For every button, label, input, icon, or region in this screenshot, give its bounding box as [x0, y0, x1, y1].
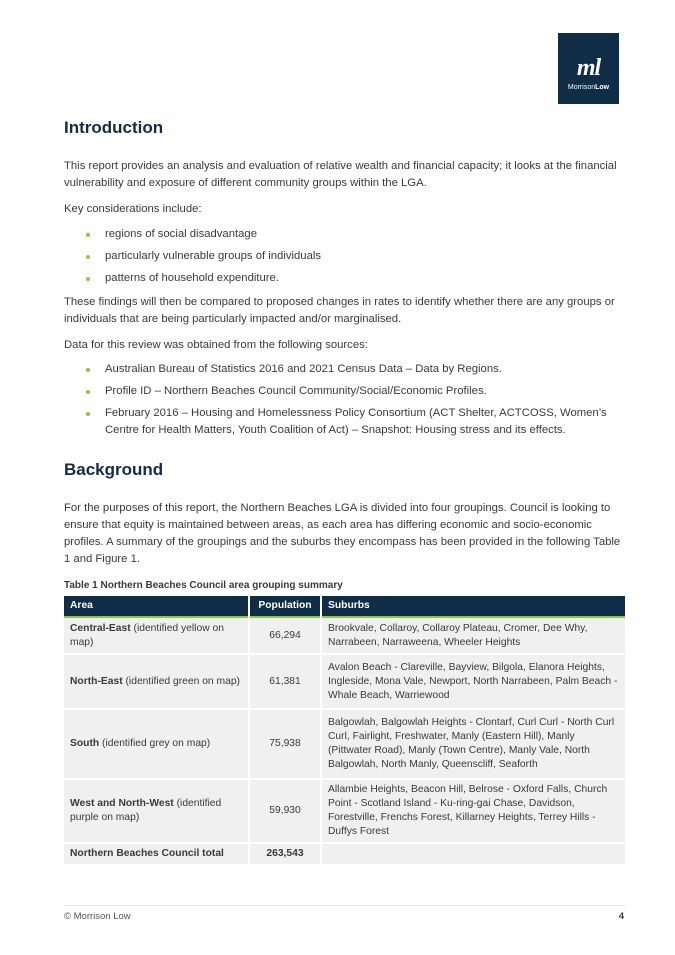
- suburbs-cell: Avalon Beach - Clareville, Bayview, Bilgola, Elanora Heights, Ingleside, Mona Vale, Newport, North Narrabeen, Palm Beach - Whale Beach, Warriewood: [321, 654, 625, 709]
- suburbs-cell: Allambie Heights, Beacon Hill, Belrose - Oxford Falls, Church Point - Scotland Island - Ku-ring-gai Chase, Davidson, Forestville, Frenchs Forest, Killarney Heights, Terrey Hills - Duffys Forest: [321, 779, 625, 843]
- area-cell: [64, 654, 249, 709]
- area-name: North-East: [70, 675, 123, 687]
- total-population: 263,543: [249, 843, 321, 865]
- area-name: Central-East: [70, 622, 131, 634]
- footer-copyright: © Morrison Low: [64, 911, 131, 922]
- table-row: [64, 709, 625, 779]
- table-row: [64, 617, 625, 654]
- sources-list: [64, 361, 624, 439]
- table-header-row: [64, 596, 625, 617]
- population-cell: 61,381: [249, 654, 321, 709]
- area-cell: [64, 709, 249, 779]
- table-row: [64, 654, 625, 709]
- intro-paragraph-4: Data for this review was obtained from the following sources:: [64, 339, 368, 351]
- suburbs-cell: Brookvale, Collaroy, Collaroy Plateau, Cromer, Dee Why, Narrabeen, Narraweena, Wheeler Heights: [321, 617, 625, 654]
- footer-divider: [64, 905, 625, 906]
- background-paragraph: For the purposes of this report, the Northern Beaches LGA is divided into four groupings. Council is looking to ensure that equity is maintained between areas, as each area has differing economic and socio-economic profiles. A summary of the groupings and the suburbs they encompass has been provided in the following Table 1 and Figure 1.: [64, 502, 621, 565]
- list-item: patterns of household expenditure.: [64, 270, 624, 287]
- area-cell: [64, 617, 249, 654]
- header-population: Population: [249, 596, 321, 617]
- logo-brand-low: Low: [595, 84, 610, 91]
- area-note: (identified grey on map): [99, 738, 211, 749]
- list-item: particularly vulnerable groups of individuals: [64, 248, 624, 265]
- table-total-row: [64, 843, 625, 865]
- logo-brand-morrison: Morrison: [567, 84, 596, 91]
- total-empty: [321, 843, 625, 865]
- list-item: Profile ID – Northern Beaches Council Community/Social/Economic Profiles.: [64, 383, 624, 400]
- considerations-list: [64, 226, 624, 287]
- page-number: 4: [618, 911, 624, 922]
- intro-paragraph-1: This report provides an analysis and evaluation of relative wealth and financial capacity; it looks at the financial vulnerability and exposure of different community groups within the LGA.: [64, 160, 617, 189]
- area-cell: [64, 779, 249, 843]
- suburbs-cell: Balgowlah, Balgowlah Heights - Clontarf, Curl Curl - North Curl Curl, Fairlight, Freshwater, Manly (Eastern Hill), Manly (Pittwater Road), Manly (Town Centre), Manly Vale, North Balgowlah, North Manly, Queenscliff, Seaforth: [321, 709, 625, 779]
- header-suburbs: Suburbs: [321, 596, 625, 617]
- area-grouping-table: [64, 596, 625, 866]
- list-item: Australian Bureau of Statistics 2016 and 2021 Census Data – Data by Regions.: [64, 361, 624, 378]
- population-cell: 59,930: [249, 779, 321, 843]
- background-heading: Background: [64, 460, 164, 479]
- list-item: February 2016 – Housing and Homelessness Policy Consortium (ACT Shelter, ACTCOSS, Women’s Centre for Health Matters, Youth Coalition of Act) – Snapshot: Housing stress and its effects.: [64, 405, 624, 439]
- area-name: West and North-West: [70, 798, 174, 809]
- logo-mark: ml: [576, 55, 601, 81]
- header-area: Area: [64, 596, 249, 617]
- table-row: [64, 779, 625, 843]
- introduction-heading: Introduction: [64, 118, 164, 137]
- intro-paragraph-2: Key considerations include:: [64, 203, 202, 215]
- population-cell: 75,938: [249, 709, 321, 779]
- total-label: Northern Beaches Council total: [64, 843, 249, 865]
- morrison-low-logo: [558, 33, 619, 104]
- area-name: South: [70, 738, 100, 749]
- area-note: (identified green on map): [122, 675, 240, 687]
- logo-text: [558, 83, 619, 92]
- area-note: (identified purple on map): [70, 798, 222, 823]
- list-item: regions of social disadvantage: [64, 226, 624, 243]
- area-note: (identified yellow on map): [70, 622, 224, 648]
- intro-paragraph-3: These findings will then be compared to proposed changes in rates to identify whether there are any groups or individuals that are being particularly impacted and/or marginalised.: [64, 296, 615, 325]
- table-caption: Table 1 Northern Beaches Council area grouping summary: [64, 580, 343, 591]
- population-cell: 66,294: [249, 617, 321, 654]
